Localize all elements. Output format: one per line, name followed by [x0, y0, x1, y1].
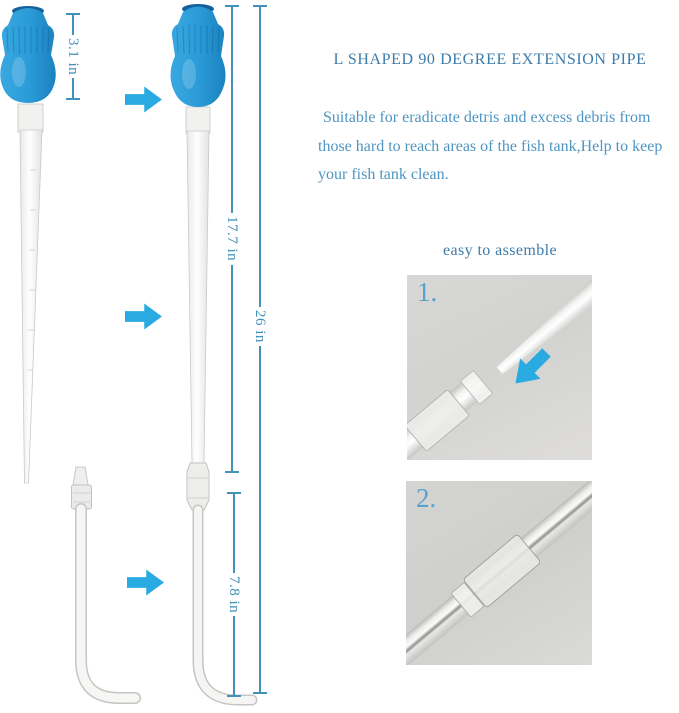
squeeze-bulb — [171, 7, 226, 108]
dimension-tube-length — [224, 5, 240, 473]
connector-tip — [73, 467, 88, 485]
dimension-cap — [66, 98, 80, 100]
step-2-number: 2. — [416, 483, 437, 513]
extension-connector-tube — [407, 373, 489, 460]
dimension-bulb-height — [65, 13, 81, 100]
dimension-line — [72, 78, 74, 98]
dimension-total-length — [252, 5, 268, 694]
assemble-heading: easy to assemble — [443, 242, 557, 259]
product-description — [318, 104, 678, 190]
bulb-collar — [186, 107, 210, 133]
l-tube — [81, 509, 135, 698]
dimension-extension-length — [226, 492, 242, 697]
l-tube-outline — [81, 509, 135, 698]
connector-opening — [460, 370, 494, 405]
description-line: your fish tank clean. — [318, 166, 449, 183]
dimension-line — [259, 346, 261, 692]
arrow-right-icon — [125, 303, 162, 330]
dimension-cap — [227, 695, 241, 697]
dimension-label: 17.7 in — [224, 216, 240, 262]
main-tube — [187, 131, 209, 463]
assembly-step-1-photo — [407, 275, 592, 460]
dimension-line — [233, 616, 235, 695]
step-1-number: 1. — [417, 277, 438, 307]
dimension-label: 3.1 in — [65, 37, 81, 76]
dimension-label: 26 in — [252, 310, 268, 343]
dimension-line — [231, 265, 233, 471]
dimension-line — [72, 15, 74, 35]
l-extension-outline — [198, 510, 252, 700]
dropper-tube — [20, 130, 42, 483]
dropper-with-bulb — [0, 0, 70, 500]
dimension-line — [233, 494, 235, 573]
dimension-cap — [253, 692, 267, 694]
l-extension-tube — [198, 510, 252, 700]
bulb-collar — [18, 104, 43, 132]
connector-sleeve — [407, 389, 470, 452]
description-line: those hard to reach areas of the fish tank,Help to keep — [318, 137, 663, 155]
product-title: L SHAPED 90 DEGREE EXTENSION PIPE — [333, 51, 647, 68]
connector-joint — [187, 463, 209, 510]
bulb-highlight — [12, 57, 26, 87]
assembly-step-2-photo — [406, 481, 592, 665]
dimension-line — [259, 7, 261, 307]
arrow-right-icon — [125, 86, 162, 113]
dimension-line — [231, 7, 233, 213]
dimension-label: 7.8 in — [226, 575, 242, 614]
description-line: Suitable for eradicate detris and excess debris from — [323, 109, 651, 126]
dimension-cap — [225, 471, 239, 473]
bulb-highlight — [182, 59, 196, 89]
squeeze-bulb — [0, 8, 56, 103]
